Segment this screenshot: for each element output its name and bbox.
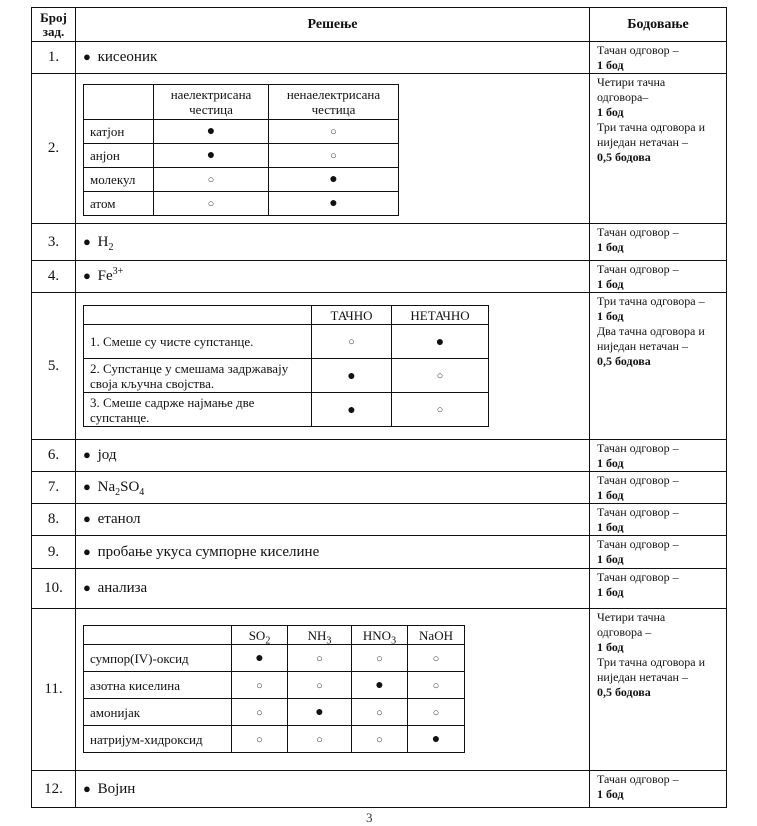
task-number: 10. — [32, 569, 76, 609]
inner-header-row — [84, 306, 489, 325]
bullet-icon: ● — [83, 447, 91, 462]
filled-circle-icon: ● — [375, 678, 384, 693]
mark-cell — [408, 645, 465, 672]
inner-row — [84, 119, 399, 143]
task-points — [590, 42, 727, 74]
task-number: 4. — [32, 261, 76, 293]
points-value: 0,5 бодова — [597, 685, 651, 699]
task-points — [590, 609, 727, 771]
compound-label: натријум-хидроксид — [84, 726, 232, 753]
task-row-1 — [32, 42, 727, 74]
task-number: 12. — [32, 771, 76, 808]
task-number: 3. — [32, 224, 76, 261]
empty-circle-icon: ○ — [376, 706, 383, 719]
mark-cell — [392, 359, 489, 393]
empty-circle-icon: ○ — [330, 149, 337, 162]
points-text: Тачан одговор – — [597, 441, 679, 455]
bullet-icon: ● — [83, 580, 91, 595]
formula-base: Fe — [97, 268, 113, 284]
task-solution — [76, 569, 590, 609]
formula-base: SO — [248, 627, 266, 643]
mark-cell — [269, 143, 399, 167]
formula-base: SO — [120, 479, 140, 495]
task-row-11 — [32, 609, 727, 771]
points-value: 1 бод — [597, 456, 624, 470]
points-text: Два тачна одговора и — [597, 324, 705, 338]
task-solution — [76, 42, 590, 74]
mark-cell — [392, 325, 489, 359]
points-text: Тачан одговор – — [597, 473, 679, 487]
filled-circle-icon: ● — [206, 124, 216, 139]
inner-header-col — [288, 626, 352, 645]
formula-subscript: 3 — [326, 635, 332, 647]
header-num-line2: зад. — [42, 23, 65, 39]
inner-row — [84, 699, 465, 726]
inner-header-blank — [84, 84, 154, 119]
answer-text: анализа — [97, 580, 148, 596]
filled-circle-icon: ● — [206, 148, 216, 163]
empty-circle-icon: ○ — [436, 404, 444, 416]
task-solution — [76, 771, 590, 808]
particle-charge-table — [83, 84, 399, 216]
inner-header-col: НЕТАЧНО — [392, 306, 489, 325]
mark-cell — [288, 645, 352, 672]
points-text: одговора – — [597, 625, 652, 639]
mark-cell — [154, 191, 269, 215]
answer-text: етанол — [97, 511, 141, 527]
row-label: катјон — [84, 119, 154, 143]
inner-row — [84, 672, 465, 699]
task-row-6 — [32, 440, 727, 472]
task-solution — [76, 536, 590, 569]
task-solution — [76, 261, 590, 293]
bullet-icon: ● — [83, 543, 91, 559]
points-text: Тачан одговор – — [597, 43, 679, 57]
points-text: Тачан одговор – — [597, 262, 679, 276]
answer-text: Војин — [97, 780, 136, 797]
inner-row — [84, 143, 399, 167]
formula-subscript: 2 — [265, 635, 271, 647]
empty-circle-icon: ○ — [432, 706, 440, 719]
bullet-icon: ● — [83, 233, 91, 249]
points-value: 1 бод — [597, 105, 624, 119]
inner-header-col: ненаелектрисана честица — [269, 84, 399, 119]
mark-cell — [232, 699, 288, 726]
empty-circle-icon: ○ — [436, 370, 444, 382]
inner-row — [84, 191, 399, 215]
task-points — [590, 224, 727, 261]
points-value: 1 бод — [597, 585, 624, 599]
mixtures-true-false-table — [83, 305, 489, 427]
empty-circle-icon: ○ — [256, 679, 263, 692]
points-text: Тачан одговор – — [597, 772, 679, 786]
header-num-line1: Број — [40, 9, 67, 25]
inner-header-blank — [84, 626, 232, 645]
points-value: 0,5 бодова — [597, 354, 651, 368]
row-label: анјон — [84, 143, 154, 167]
points-text: Тачан одговор – — [597, 505, 679, 519]
task-points — [590, 293, 727, 440]
task-points — [590, 569, 727, 609]
inner-header-blank — [84, 306, 312, 325]
task-solution — [76, 74, 590, 224]
filled-circle-icon: ● — [347, 368, 356, 384]
answer-text: пробање укуса сумпорне киселине — [97, 543, 320, 560]
empty-circle-icon: ○ — [376, 652, 383, 665]
answer-text: кисеоник — [97, 49, 158, 65]
task-row-5 — [32, 293, 727, 440]
task-row-3 — [32, 224, 727, 261]
mark-cell — [312, 325, 392, 359]
statement-label: 3. Смеше садрже најмање две супстанце. — [84, 393, 312, 427]
points-text: ниједан нетачан – — [597, 339, 688, 353]
inner-header-col: ТАЧНО — [312, 306, 392, 325]
empty-circle-icon: ○ — [316, 733, 323, 746]
filled-circle-icon: ● — [431, 732, 441, 747]
empty-circle-icon: ○ — [432, 679, 440, 692]
task-points — [590, 261, 727, 293]
mark-cell — [392, 393, 489, 427]
bullet-icon: ● — [83, 268, 91, 283]
formula-base: NaOH — [419, 627, 453, 643]
task-row-9 — [32, 536, 727, 569]
mark-cell — [154, 119, 269, 143]
points-text: одговора– — [597, 90, 649, 104]
mark-cell — [232, 645, 288, 672]
formula-subscript: 2 — [108, 241, 114, 253]
points-value: 0,5 бодова — [597, 150, 651, 164]
empty-circle-icon: ○ — [256, 706, 263, 719]
mark-cell — [269, 167, 399, 191]
mark-cell — [269, 119, 399, 143]
answer-text: јод — [97, 447, 117, 463]
empty-circle-icon: ○ — [348, 336, 355, 348]
statement-label: 2. Супстанце у смешама задржавају своја кључна својства. — [84, 359, 312, 393]
mark-cell — [408, 699, 465, 726]
formula-subscript: 4 — [139, 487, 145, 498]
mark-cell — [352, 645, 408, 672]
empty-circle-icon: ○ — [207, 197, 215, 210]
answer-formula — [97, 479, 145, 498]
row-label: атом — [84, 191, 154, 215]
points-value: 1 бод — [597, 58, 624, 72]
statement-label: 1. Смеше су чисте супстанце. — [84, 325, 312, 359]
bullet-icon: ● — [83, 780, 91, 796]
points-text: Тачан одговор – — [597, 537, 679, 551]
points-value: 1 бод — [597, 552, 624, 566]
empty-circle-icon: ○ — [432, 652, 440, 665]
task-number: 9. — [32, 536, 76, 569]
compound-label: азотна киселина — [84, 672, 232, 699]
task-number: 8. — [32, 504, 76, 536]
task-number: 7. — [32, 472, 76, 504]
compound-formula-table — [83, 625, 465, 753]
points-text: ниједан нетачан – — [597, 135, 688, 149]
inner-row — [84, 359, 489, 393]
points-text: Три тачна одговора и — [597, 655, 706, 669]
inner-header-row — [84, 84, 399, 119]
task-points — [590, 504, 727, 536]
compound-label: сумпор(IV)-оксид — [84, 645, 232, 672]
inner-row — [84, 726, 465, 753]
empty-circle-icon: ○ — [330, 125, 337, 138]
answer-key-table — [31, 7, 727, 808]
formula-subscript: 2 — [115, 487, 121, 498]
mark-cell — [352, 699, 408, 726]
points-value: 1 бод — [597, 520, 624, 534]
header-row — [32, 8, 727, 42]
mark-cell — [288, 699, 352, 726]
task-solution — [76, 504, 590, 536]
points-value: 1 бод — [597, 787, 624, 801]
task-row-8 — [32, 504, 727, 536]
inner-row — [84, 645, 465, 672]
formula-base: HNO — [362, 627, 392, 643]
points-value: 1 бод — [597, 488, 624, 502]
points-value: 1 бод — [597, 277, 624, 291]
filled-circle-icon: ● — [435, 334, 445, 350]
points-value: 1 бод — [597, 640, 624, 654]
task-points — [590, 472, 727, 504]
points-text: Четири тачна — [597, 75, 666, 89]
bullet-icon: ● — [83, 49, 91, 64]
empty-circle-icon: ○ — [316, 679, 323, 692]
mark-cell — [232, 672, 288, 699]
task-row-4 — [32, 261, 727, 293]
header-points: Бодовање — [590, 8, 727, 42]
formula-base: NH — [307, 627, 327, 643]
task-points — [590, 536, 727, 569]
empty-circle-icon: ○ — [207, 173, 215, 186]
mark-cell — [408, 672, 465, 699]
filled-circle-icon: ● — [255, 651, 264, 666]
inner-header-row — [84, 626, 465, 645]
task-solution — [76, 609, 590, 771]
filled-circle-icon: ● — [315, 705, 324, 720]
points-text: Три тачна одговора – — [597, 294, 705, 308]
inner-header-col — [232, 626, 288, 645]
points-text: Тачан одговор – — [597, 570, 679, 584]
task-row-7 — [32, 472, 727, 504]
mark-cell — [288, 726, 352, 753]
task-solution — [76, 224, 590, 261]
task-points — [590, 440, 727, 472]
task-row-10 — [32, 569, 727, 609]
task-row-2 — [32, 74, 727, 224]
inner-row — [84, 393, 489, 427]
mark-cell — [408, 726, 465, 753]
mark-cell — [288, 672, 352, 699]
formula-superscript: 3+ — [112, 266, 124, 277]
formula-base: H — [97, 233, 109, 250]
mark-cell — [352, 726, 408, 753]
mark-cell — [269, 191, 399, 215]
inner-row — [84, 325, 489, 359]
empty-circle-icon: ○ — [316, 652, 323, 665]
bullet-icon: ● — [83, 511, 91, 526]
points-text: Три тачна одговора и — [597, 120, 706, 134]
row-label: молекул — [84, 167, 154, 191]
page-number: 3 — [366, 810, 373, 825]
points-text: Четири тачна — [597, 610, 666, 624]
bullet-icon: ● — [83, 479, 91, 494]
inner-header-col: наелектрисана честица — [154, 84, 269, 119]
mark-cell — [312, 393, 392, 427]
empty-circle-icon: ○ — [376, 733, 383, 746]
formula-base: Na — [97, 479, 116, 495]
task-number: 11. — [32, 609, 76, 771]
task-solution — [76, 440, 590, 472]
header-task-number — [32, 8, 76, 42]
formula-subscript: 3 — [391, 635, 397, 647]
filled-circle-icon: ● — [347, 402, 356, 418]
task-solution — [76, 293, 590, 440]
task-points — [590, 771, 727, 808]
mark-cell — [232, 726, 288, 753]
mark-cell — [154, 167, 269, 191]
inner-header-col — [352, 626, 408, 645]
points-value: 1 бод — [597, 309, 624, 323]
points-text: Тачан одговор – — [597, 225, 679, 239]
compound-label: амонијак — [84, 699, 232, 726]
task-row-12 — [32, 771, 727, 808]
answer-formula — [97, 233, 114, 253]
mark-cell — [312, 359, 392, 393]
points-text: ниједан нетачан – — [597, 670, 688, 684]
mark-cell — [154, 143, 269, 167]
mark-cell — [352, 672, 408, 699]
task-points — [590, 74, 727, 224]
filled-circle-icon: ● — [329, 172, 338, 187]
filled-circle-icon: ● — [329, 196, 338, 211]
task-solution — [76, 472, 590, 504]
task-number: 6. — [32, 440, 76, 472]
points-value: 1 бод — [597, 240, 624, 254]
inner-row — [84, 167, 399, 191]
task-number: 1. — [32, 42, 76, 74]
inner-header-col — [408, 626, 465, 645]
task-number: 5. — [32, 293, 76, 440]
task-number: 2. — [32, 74, 76, 224]
header-solution: Решење — [76, 8, 590, 42]
empty-circle-icon: ○ — [256, 733, 263, 746]
answer-formula — [98, 268, 124, 284]
